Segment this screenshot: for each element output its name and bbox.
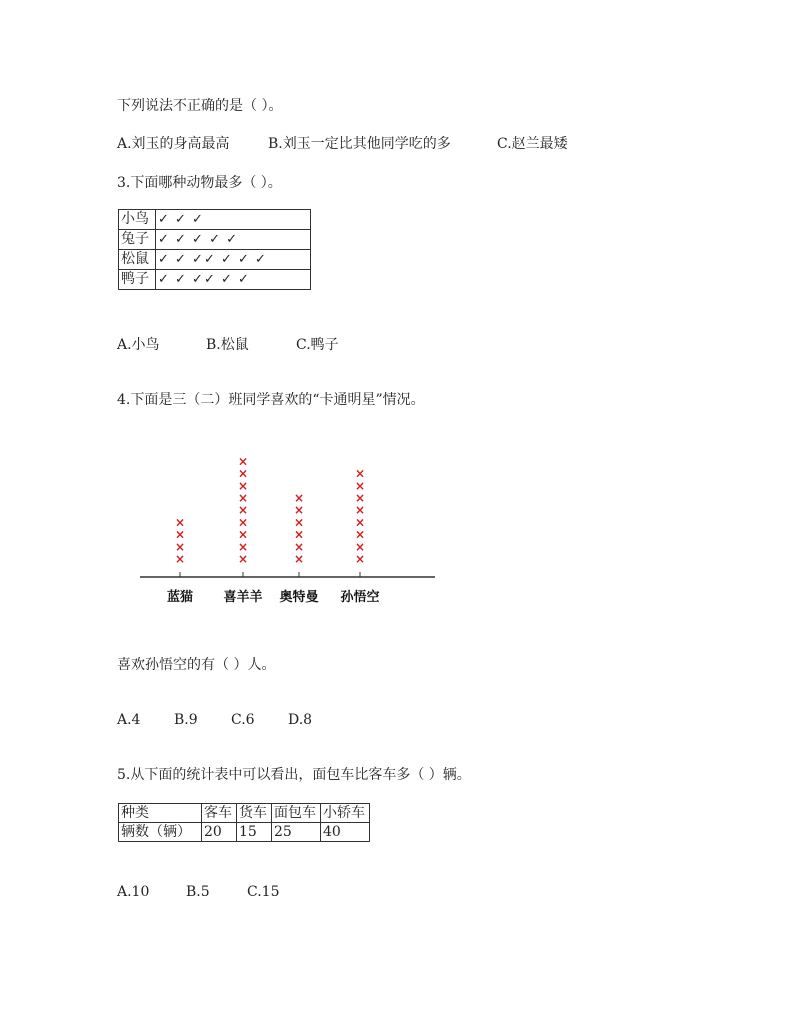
q4-stem: 4.下面是三（二）班同学喜欢的“卡通明星”情况。 [117,392,425,408]
x-mark: × [354,478,366,493]
tally-label: 松鼠 [119,250,156,270]
q5-option-b[interactable]: B.5 [186,884,210,900]
x-mark: × [354,527,366,542]
q4-option-a[interactable]: A.4 [117,712,141,728]
tally-label: 兔子 [119,230,156,250]
x-mark: × [293,491,305,505]
table-header-cell: 客车 [202,804,237,823]
table-header-cell: 小轿车 [321,804,370,823]
table-cell: 20 [202,823,237,842]
x-mark: × [237,552,249,566]
q2-option-c[interactable]: C.赵兰最矮 [497,136,568,152]
table-header-cell: 货车 [237,804,272,823]
x-mark: × [174,552,186,566]
table-header-cell: 面包车 [272,804,321,823]
tally-marks: ✓ ✓ ✓ [156,210,311,230]
category-label: 喜羊羊 [223,590,263,605]
cartoon-line-plot [120,455,440,615]
x-mark: × [237,478,249,493]
x-mark: × [354,503,366,518]
q3-option-a[interactable]: A.小鸟 [117,337,160,353]
category-label: 蓝猫 [166,590,194,605]
q2-option-b[interactable]: B.刘玉一定比其他同学吃的多 [268,136,451,152]
q4-question: 喜欢孙悟空的有（ ）人。 [117,657,276,673]
tally-label: 鸭子 [119,270,156,290]
q4-option-b[interactable]: B.9 [174,712,198,728]
x-mark: × [293,552,305,566]
q4-option-c[interactable]: C.6 [231,712,255,728]
x-mark: × [354,539,366,554]
category-label: 孙悟空 [340,590,380,605]
x-mark: × [293,515,305,530]
tally-marks: ✓ ✓ ✓✓ ✓ ✓ ✓ [156,250,311,270]
x-mark: × [174,515,186,530]
table-cell: 40 [321,823,370,842]
q5-stem: 5.从下面的统计表中可以看出，面包车比客车多（ ）辆。 [117,767,471,783]
x-mark: × [293,503,305,518]
x-mark: × [237,503,249,518]
q3-tally-table [118,209,311,290]
tally-marks: ✓ ✓ ✓ ✓ ✓ [156,230,311,250]
table-cell: 15 [237,823,272,842]
x-mark: × [354,552,366,566]
table-row [119,230,311,250]
table-row [119,210,311,230]
tally-label: 小鸟 [119,210,156,230]
q3-option-b[interactable]: B.松鼠 [206,337,249,353]
q2-stem: 下列说法不正确的是（ ）。 [117,98,283,114]
q5-stats-table [118,803,370,842]
x-mark: × [293,539,305,554]
x-mark: × [354,491,366,505]
x-mark: × [237,515,249,530]
plot-marks [175,455,365,566]
q2-option-a[interactable]: A.刘玉的身高最高 [117,136,230,152]
x-mark: × [354,515,366,530]
q3-stem: 3.下面哪种动物最多（ ）。 [117,175,282,191]
q5-option-c[interactable]: C.15 [247,884,280,900]
x-mark: × [237,527,249,542]
table-row [119,270,311,290]
table-header-cell: 种类 [119,804,202,823]
table-cell: 25 [272,823,321,842]
table-cell: 辆数（辆） [119,823,202,842]
x-mark: × [237,455,249,469]
x-mark: × [174,539,186,554]
x-mark: × [354,466,366,481]
tally-marks: ✓ ✓ ✓✓ ✓ ✓ [156,270,311,290]
q5-option-a[interactable]: A.10 [117,884,150,900]
x-mark: × [293,527,305,542]
x-mark: × [237,466,249,481]
table-row [119,823,370,842]
table-row [119,804,370,823]
q4-option-d[interactable]: D.8 [288,712,313,728]
table-row [119,250,311,270]
x-mark: × [237,491,249,505]
x-mark: × [237,539,249,554]
q3-option-c[interactable]: C.鸭子 [296,337,339,353]
x-mark: × [174,527,186,542]
category-label: 奥特曼 [279,590,319,605]
